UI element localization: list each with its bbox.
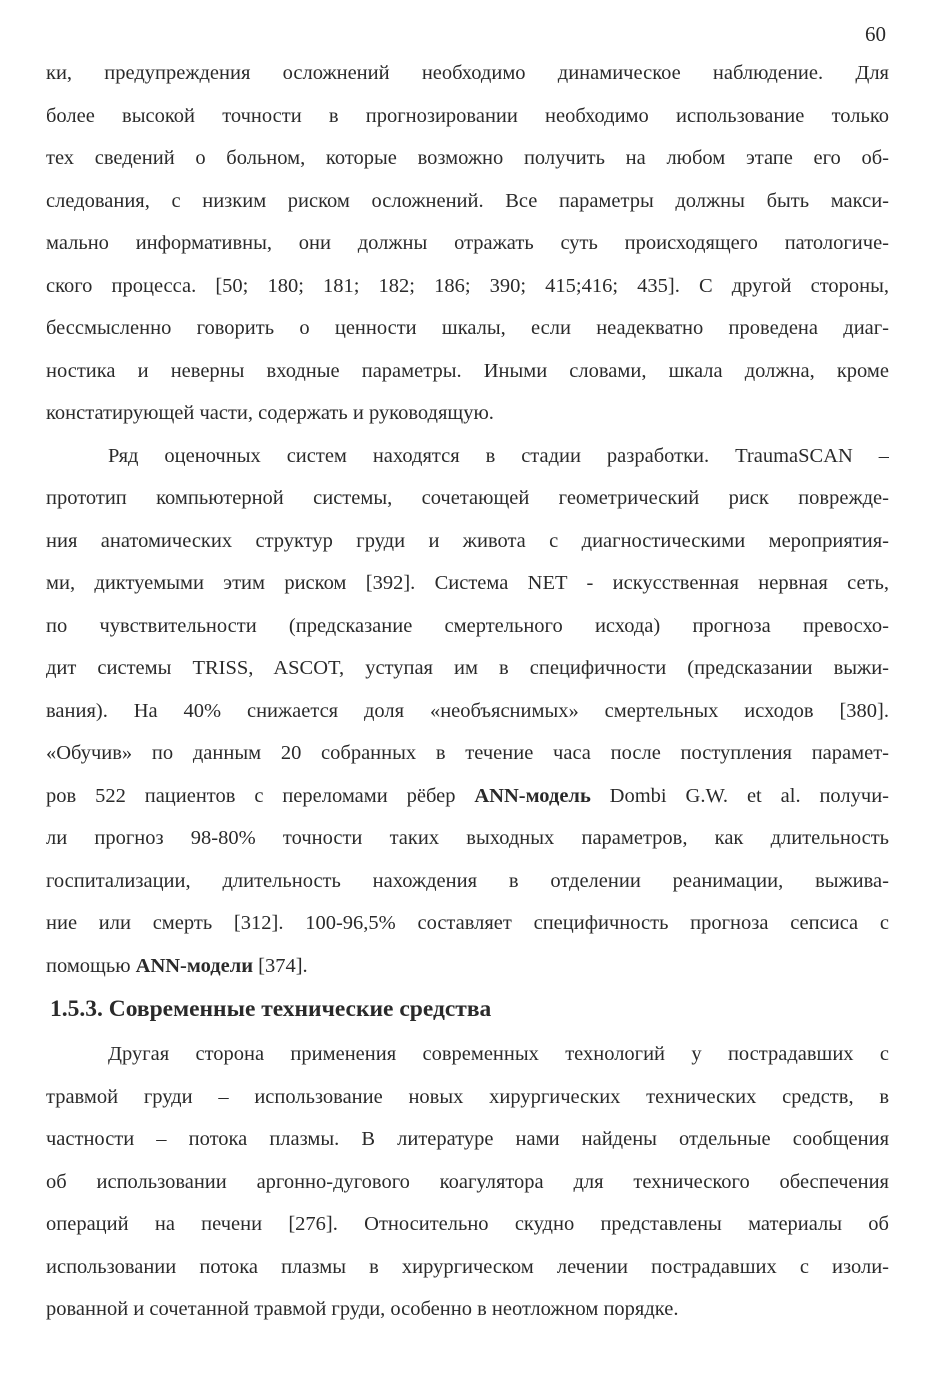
- text-line: об использовании аргонно-дугового коагулятора для технического обеспечения: [46, 1170, 889, 1193]
- page-number: 60: [865, 22, 886, 46]
- text-line: ностика и неверны входные параметры. Иными словами, шкала должна, кроме: [46, 359, 889, 382]
- section-heading: 1.5.3. Современные технические средства: [50, 996, 492, 1022]
- text-line: ли прогноз 98-80% точности таких выходных параметров, как длительность: [46, 827, 889, 849]
- text-line: ми, диктуемыми этим риском [392]. Система NET - искусственная нервная сеть,: [46, 572, 889, 594]
- text-line: прототип компьютерной системы, сочетающей геометрический риск поврежде-: [46, 487, 889, 509]
- text-line: травмой груди – использование новых хирургических технических средств, в: [46, 1085, 889, 1108]
- text-line: [46, 945, 889, 988]
- text-line: [46, 775, 889, 818]
- text-line: использовании потока плазмы в хирургическом лечении пострадавших с изоли-: [46, 1255, 889, 1278]
- text-line: мально информативны, они должны отражать суть происходящего патологиче-: [46, 232, 889, 254]
- paragraph-3: [46, 1033, 889, 1331]
- paragraph-2: [46, 435, 889, 988]
- text-line: госпитализации, длительность нахождения в отделении реанимации, выжива-: [46, 869, 889, 892]
- text-line: операций на печени [276]. Относительно скудно представлены материалы об: [46, 1213, 889, 1235]
- text-line: тех сведений о больном, которые возможно получить на любом этапе его об-: [46, 147, 889, 169]
- text-line: по чувствительности (предсказание смертельного исхода) прогноза превосхо-: [46, 614, 889, 637]
- text-segment: [374].: [253, 954, 308, 977]
- text-line: рованной и сочетанной травмой груди, особенно в неотложном порядке.: [46, 1298, 679, 1320]
- text-line: дит системы TRISS, ASCOT, уступая им в специфичности (предсказании выжи-: [46, 657, 889, 679]
- text-line: более высокой точности в прогнозировании необходимо использование только: [46, 104, 889, 127]
- bold-term: ANN-модель: [474, 784, 591, 807]
- text-line: бессмысленно говорить о ценности шкалы, если неадекватно проведена диаг-: [46, 317, 889, 339]
- text-line: следования, с низким риском осложнений. Все параметры должны быть макси-: [46, 189, 889, 212]
- paragraph-1: [46, 52, 889, 435]
- text-segment: помощью: [46, 954, 136, 977]
- text-line: Другая сторона применения современных технологий у пострадавших с: [108, 1043, 889, 1065]
- bold-term: ANN-модели: [135, 954, 254, 977]
- text-segment: ров 522 пациентов с переломами рёбер: [46, 784, 475, 807]
- text-line: частности – потока плазмы. В литературе нами найдены отдельные сообщения: [46, 1128, 889, 1150]
- text-line: ние или смерть [312]. 100-96,5% составляет специфичность прогноза сепсиса с: [46, 912, 889, 934]
- text-line: вания). На 40% снижается доля «необъяснимых» смертельных исходов [380].: [46, 699, 889, 722]
- page-body: [46, 52, 889, 1331]
- text-line: ния анатомических структур груди и живота с диагностическими мероприятия-: [46, 529, 889, 552]
- text-line: «Обучив» по данным 20 собранных в течение часа после поступления парамет-: [46, 742, 889, 764]
- text-segment: Dombi G.W. et al. получи-: [590, 784, 889, 807]
- text-line: ского процесса. [50; 180; 181; 182; 186; 390; 415;416; 435]. С другой стороны,: [46, 274, 889, 297]
- text-line: ки, предупреждения осложнений необходимо динамическое наблюдение. Для: [46, 62, 889, 84]
- text-line: констатирующей части, содержать и руководящую.: [46, 402, 494, 424]
- text-line: Ряд оценочных систем находятся в стадии разработки. TraumaSCAN –: [108, 444, 889, 467]
